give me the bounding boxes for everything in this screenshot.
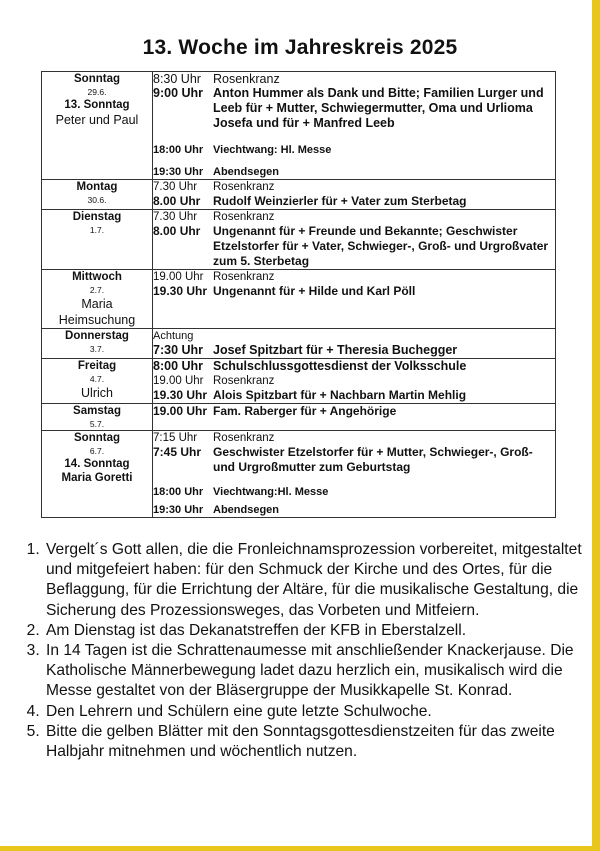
day-feast: Maria Heimsuchung bbox=[58, 297, 136, 327]
event-time: 8:00 Uhr bbox=[153, 359, 204, 373]
day-date: 6.7. bbox=[89, 446, 105, 456]
announcement-item: 2. Am Dienstag ist das Dekanatstreffen der KFB in Eberstalzell. bbox=[44, 621, 600, 641]
event-item bbox=[153, 404, 555, 419]
day-date: 29.6. bbox=[87, 87, 107, 97]
event-time: 18:00 Uhr bbox=[153, 144, 204, 156]
event-item bbox=[153, 270, 555, 284]
day-date: 3.7. bbox=[89, 344, 105, 354]
announcement-item: 4. Den Lehrern und Schülern eine gute letzte Schulwoche. bbox=[44, 702, 600, 722]
event-time: 7:15 Uhr bbox=[153, 432, 198, 444]
event-text: Josef Spitzbart für + Theresia Buchegger bbox=[213, 343, 458, 357]
event-item bbox=[153, 224, 555, 269]
event-text: Ungenannt für + Hilde und Karl Pöll bbox=[213, 284, 416, 298]
day-date: 2.7. bbox=[89, 285, 105, 295]
day-name: Sonntag bbox=[74, 73, 120, 85]
announcement-list bbox=[20, 540, 600, 762]
announcement-item: 5. Bitte die gelben Blätter mit den Sonntagsgottesdienstzeiten für das zweite Halbjahr mitnehmen und wöchentlich nutzen. bbox=[44, 722, 600, 762]
events-cell bbox=[153, 270, 556, 329]
events-cell bbox=[153, 359, 556, 404]
day-date: 4.7. bbox=[89, 374, 105, 384]
event-item bbox=[153, 431, 555, 445]
day-cell bbox=[42, 329, 153, 359]
event-item bbox=[153, 194, 555, 209]
event-time: 19.00 Uhr bbox=[153, 404, 208, 418]
event-time: 7.30 Uhr bbox=[153, 211, 198, 223]
day-feast-bold: 14. Sonntag bbox=[64, 458, 130, 470]
day-cell bbox=[42, 359, 153, 404]
event-time: 19:30 Uhr bbox=[153, 166, 204, 178]
event-time: 8.00 Uhr bbox=[153, 224, 201, 238]
event-text: Rosenkranz bbox=[213, 271, 275, 283]
event-text: Anton Hummer als Dank und Bitte; Familien Lurger und Leeb für + Mutter, Schwiegermutter, Oma und Urlioma Josefa und für + Manfred Leeb bbox=[213, 86, 544, 130]
events-cell bbox=[153, 210, 556, 270]
events-cell bbox=[153, 404, 556, 431]
day-date: 1.7. bbox=[89, 225, 105, 235]
day-cell bbox=[42, 270, 153, 329]
event-item bbox=[153, 165, 555, 179]
announcement-item: 3. In 14 Tagen ist die Schrattenaumesse mit anschließender Knackerjause. Die Katholische Männerbewegung ladet dazu herzlich ein, musikalisch wird die Messe gestaltet von der Bläsergruppe der Musikkapelle St. Konrad. bbox=[44, 641, 600, 702]
event-item bbox=[153, 284, 555, 299]
event-time: 19.00 Uhr bbox=[153, 375, 204, 387]
event-time: 19.30 Uhr bbox=[153, 388, 208, 402]
event-text: Rudolf Weinzierler für + Vater zum Sterbetag bbox=[213, 194, 467, 208]
event-time: 18:00 Uhr bbox=[153, 486, 204, 498]
event-text: Viechtwang: Hl. Messe bbox=[213, 144, 332, 156]
day-row-saturday bbox=[42, 404, 556, 431]
day-row-friday bbox=[42, 359, 556, 404]
events-cell bbox=[153, 431, 556, 518]
event-item bbox=[153, 143, 555, 157]
day-date: 30.6. bbox=[87, 195, 107, 205]
day-cell bbox=[42, 404, 153, 431]
event-text: Viechtwang:Hl. Messe bbox=[213, 486, 329, 498]
day-cell bbox=[42, 431, 153, 518]
day-name: Sonntag bbox=[74, 432, 120, 444]
day-name: Samstag bbox=[73, 405, 121, 417]
day-feast: Peter und Paul bbox=[55, 113, 139, 127]
event-text: Rosenkranz bbox=[213, 432, 275, 444]
announcement-item: 1. Vergelt´s Gott allen, die die Fronleichnamsprozession vorbereitet, mitgestaltet und mitgefeiert haben: für den Schmuck der Kirche und des Ortes, für die Beflaggung, für die Errichtung der Altäre, für die musikalische Gestaltung, die Sicherung des Prozessionsweges, das Vorbeten und Mitfeiern. bbox=[44, 540, 600, 621]
event-time: 19.30 Uhr bbox=[153, 284, 208, 298]
event-text: Geschwister Etzelstorfer für + Mutter, Schwieger-, Groß- und Urgroßmutter zum Geburtstag bbox=[213, 445, 533, 474]
event-note: Achtung bbox=[153, 330, 194, 342]
day-row-sunday-29-6 bbox=[42, 72, 556, 180]
day-name: Dienstag bbox=[72, 211, 122, 223]
events-cell bbox=[153, 329, 556, 359]
event-time: 8.00 Uhr bbox=[153, 194, 201, 208]
day-feast-bold: 13. Sonntag bbox=[64, 99, 130, 111]
event-item bbox=[153, 503, 555, 517]
day-name: Freitag bbox=[77, 360, 117, 372]
event-item bbox=[153, 359, 555, 374]
event-text: Schulschlussgottesdienst der Volksschule bbox=[213, 359, 467, 373]
events-cell bbox=[153, 72, 556, 180]
event-time: 7:30 Uhr bbox=[153, 343, 204, 357]
event-item bbox=[153, 72, 555, 86]
event-item bbox=[153, 86, 555, 131]
day-row-sunday-6-7 bbox=[42, 431, 556, 518]
event-time: 7:45 Uhr bbox=[153, 445, 202, 459]
day-feast: Ulrich bbox=[81, 386, 113, 400]
event-text: Alois Spitzbart für + Nachbarn Martin Mehlig bbox=[213, 388, 467, 402]
day-row-wednesday bbox=[42, 270, 556, 329]
event-item bbox=[153, 343, 555, 358]
event-text: Abendsegen bbox=[213, 166, 280, 178]
event-time: 7.30 Uhr bbox=[153, 181, 198, 193]
event-item bbox=[153, 374, 555, 388]
event-time: 19.00 Uhr bbox=[153, 271, 204, 283]
day-row-tuesday bbox=[42, 210, 556, 270]
events-cell bbox=[153, 180, 556, 210]
page-title: 13. Woche im Jahreskreis 2025 bbox=[142, 36, 458, 59]
day-row-thursday bbox=[42, 329, 556, 359]
event-time: 9:00 Uhr bbox=[153, 86, 204, 100]
event-text: Fam. Raberger für + Angehörige bbox=[213, 404, 397, 418]
day-cell bbox=[42, 210, 153, 270]
event-text: Ungenannt für + Freunde und Bekannte; Geschwister Etzelstorfer für + Vater, Schwieger-, Groß- und Urgroßvater zum 5. Sterbetag bbox=[213, 224, 549, 268]
event-time: 8:30 Uhr bbox=[153, 72, 201, 86]
day-feast-bold-2: Maria Goretti bbox=[61, 472, 133, 484]
event-item bbox=[153, 485, 555, 499]
event-item bbox=[153, 445, 555, 475]
day-row-monday bbox=[42, 180, 556, 210]
day-name: Montag bbox=[76, 181, 118, 193]
day-date: 5.7. bbox=[89, 419, 105, 429]
event-text: Rosenkranz bbox=[213, 375, 275, 387]
day-cell bbox=[42, 180, 153, 210]
event-item bbox=[153, 210, 555, 224]
day-cell bbox=[42, 72, 153, 180]
event-item bbox=[153, 388, 555, 403]
day-name: Mittwoch bbox=[72, 271, 122, 283]
event-text: Rosenkranz bbox=[213, 211, 275, 223]
event-text: Abendsegen bbox=[213, 504, 280, 516]
event-time: 19:30 Uhr bbox=[153, 504, 204, 516]
event-item bbox=[153, 180, 555, 194]
event-text: Rosenkranz bbox=[213, 181, 275, 193]
day-name: Donnerstag bbox=[65, 330, 129, 342]
schedule-table bbox=[41, 71, 556, 518]
event-text: Rosenkranz bbox=[213, 72, 280, 86]
